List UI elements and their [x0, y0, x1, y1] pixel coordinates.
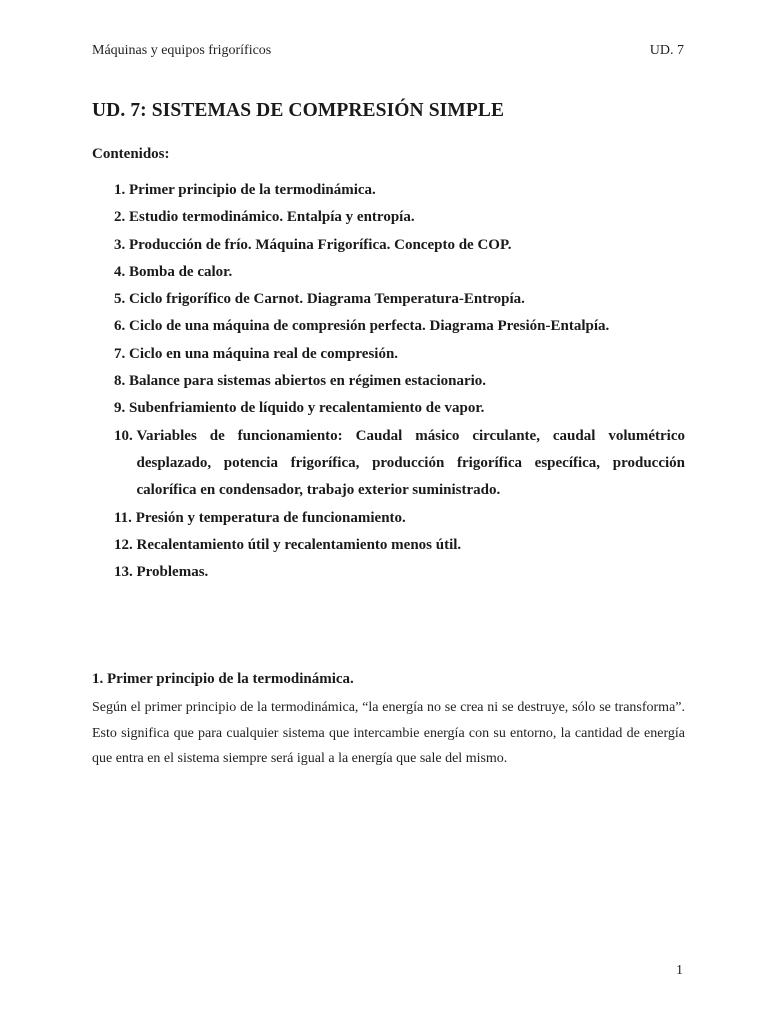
contents-item-text: Producción de frío. Máquina Frigorífica. Concepto de COP.	[129, 236, 512, 253]
contents-item-number: 3.	[114, 236, 129, 253]
contents-item	[114, 395, 685, 422]
contents-item-text: Ciclo en una máquina real de compresión.	[129, 345, 399, 362]
contents-item	[114, 232, 685, 259]
section-heading: 1. Primer principio de la termodinámica.	[92, 671, 354, 687]
contents-item	[114, 532, 685, 559]
contents-item-text: Primer principio de la termodinámica.	[129, 182, 376, 198]
contents-item-number: 2.	[114, 209, 129, 226]
contents-item-number: 11.	[114, 509, 136, 526]
contents-item-number: 9.	[114, 400, 129, 417]
contents-item-number: 5.	[114, 291, 129, 308]
contents-item-text: Bomba de calor.	[129, 263, 233, 280]
document-title: UD. 7: SISTEMAS DE COMPRESIÓN SIMPLE	[92, 100, 505, 121]
section-paragraph: Según el primer principio de la termodinámica, “la energía no se crea ni se destruye, sólo se transforma”. Esto significa que para cualquier sistema que intercambie energía con su entorno, la cantidad de energía que entra en el sistema siempre será igual a la energía que sale del mismo.	[92, 700, 685, 766]
contents-item-text: Balance para sistemas abiertos en régimen estacionario.	[129, 373, 487, 390]
contents-item	[114, 505, 685, 532]
contents-item-number: 4.	[114, 263, 129, 280]
contents-item-text: Variables de funcionamiento: Caudal másico circulante, caudal volumétrico desplazado, potencia frigorífica, producción frigorífica específica, producción calorífica en condensador, trabajo exterior suministrado.	[136, 427, 685, 499]
contents-item	[114, 204, 685, 231]
contents-item	[114, 423, 685, 505]
contents-item-text: Problemas.	[136, 564, 209, 581]
contents-item	[114, 286, 685, 313]
contents-item-number: 6.	[114, 318, 129, 335]
header-course-title: Máquinas y equipos frigoríficos	[92, 43, 272, 58]
contents-item	[114, 368, 685, 395]
contents-item-text: Presión y temperatura de funcionamiento.	[135, 509, 406, 526]
contents-list	[114, 177, 685, 586]
header-unit-label: UD. 7	[649, 43, 684, 58]
contents-item	[114, 259, 685, 286]
contents-item	[114, 559, 685, 586]
contents-item-text: Estudio termodinámico. Entalpía y entropía.	[129, 209, 415, 226]
contents-item-number: 13.	[114, 564, 137, 581]
contents-item	[114, 313, 685, 340]
contents-item-number: 1.	[114, 182, 129, 198]
contents-item	[114, 177, 685, 204]
page-number: 1	[676, 963, 683, 978]
contents-item-number: 10.	[114, 427, 137, 444]
contents-heading: Contenidos:	[92, 146, 170, 162]
contents-item-text: Ciclo de una máquina de compresión perfecta. Diagrama Presión-Entalpía.	[129, 318, 610, 335]
contents-item-text: Recalentamiento útil y recalentamiento menos útil.	[136, 536, 462, 553]
contents-item-text: Ciclo frigorífico de Carnot. Diagrama Temperatura-Entropía.	[129, 291, 525, 308]
contents-item-text: Subenfriamiento de líquido y recalentamiento de vapor.	[129, 400, 485, 417]
running-header	[92, 43, 684, 59]
contents-item-number: 8.	[114, 373, 129, 390]
contents-item-number: 7.	[114, 345, 129, 362]
contents-item	[114, 341, 685, 368]
contents-item-number: 12.	[114, 536, 137, 553]
